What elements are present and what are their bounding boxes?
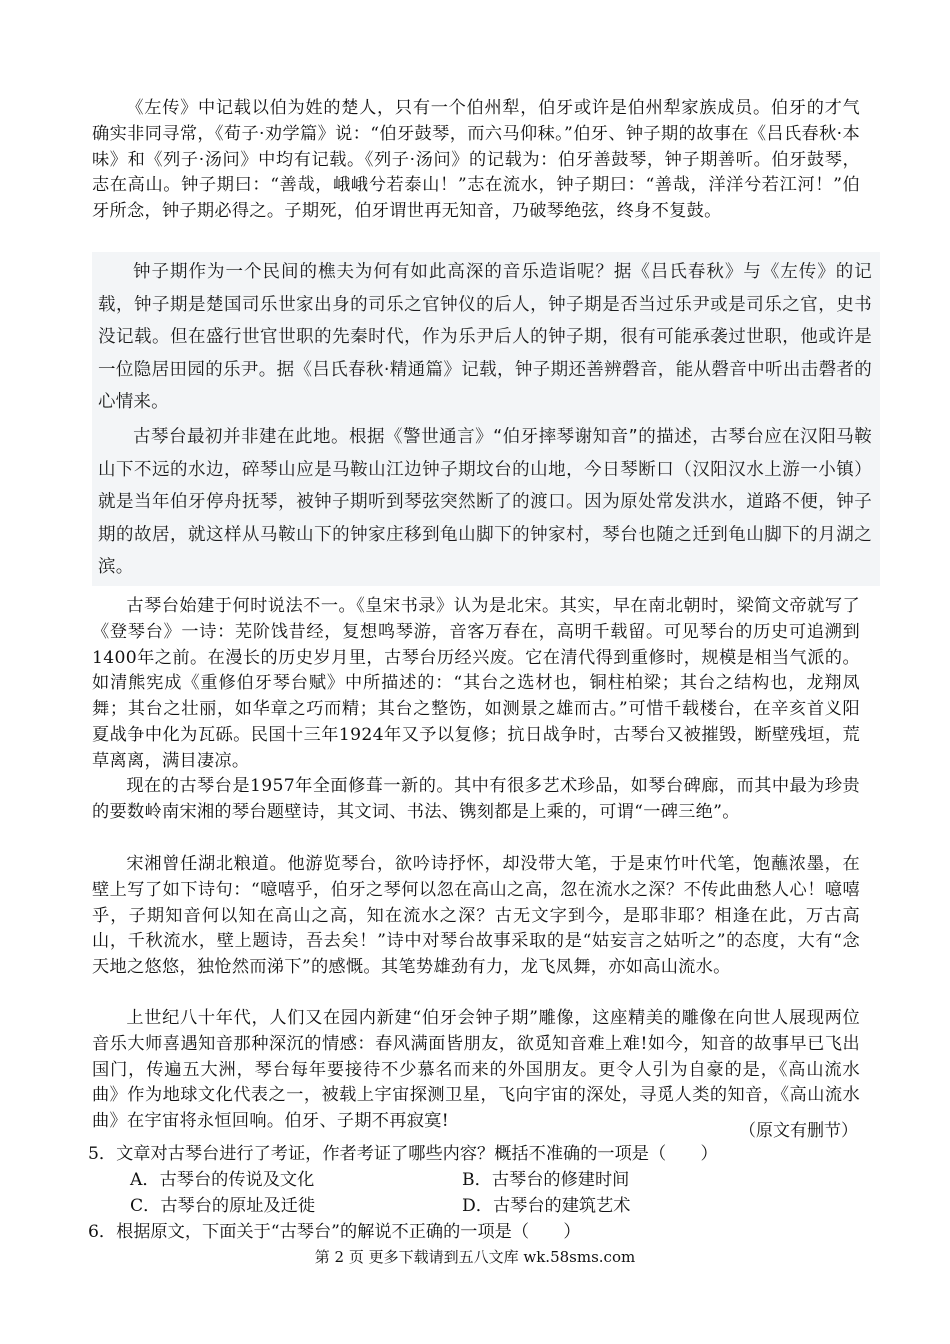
paragraph-history: 古琴台始建于何时说法不一。《皇宋书录》认为是北宋。其实，早在南北朝时，梁简文帝就写了《登琴台》一诗：芜阶饯昔经，复想鸣琴游，音客万春在，高明千载留。可见琴台的历史可追溯到1400年之前。在漫长的历史岁月里，古琴台历经兴废。它在清代得到重修时，规模是相当气派的。如清熊宪成《重修伯牙琴台赋》中所描述的：“其台之选材也，铜柱柏梁；其台之结构也，龙翔凤舞；其台之壮丽，如华章之巧而精；其台之整饬，如测景之雄而古。”可惜千载楼台，在辛亥首义阳夏战争中化为瓦砾。民国十三年1924年又予以复修；抗日战争时，古琴台又被摧毁，断壁残垣，荒草离离，满目凄凉。 (92, 596, 860, 771)
source-note: （原文有删节） (739, 1121, 858, 1141)
paragraph-original-site: 古琴台最初并非建在此地。根据《警世通言》“伯牙摔琴谢知音”的描述，古琴台应在汉阳马鞍山下不远的水边，碎琴山应是马鞍山江边钟子期坟台的山地，今日琴断口（汉阳汉水上游一小镇）就是当年伯牙停舟抚琴，被钟子期听到琴弦突然断了的渡口。因为原处常发洪水，道路不便，钟子期的故居，就这样从马鞍山下的钟家庄移到龟山脚下的钟家村，琴台也随之迁到龟山脚下的月湖之滨。 (98, 427, 872, 578)
paragraph-zuozhuan: 《左传》中记载以伯为姓的楚人，只有一个伯州犁，伯牙或许是伯州犁家族成员。伯牙的才气确实非同寻常，《荀子·劝学篇》说：“伯牙鼓琴，而六马仰秣。”伯牙、钟子期的故事在《吕氏春秋·本味》和《列子·汤问》中均有记载。《列子·汤问》的记载为：伯牙善鼓琴，钟子期善听。伯牙鼓琴，志在高山。钟子期曰：“善哉，峨峨兮若泰山！”志在流水，钟子期曰：“善哉，洋洋兮若江河！”伯牙所念，钟子期必得之。子期死，伯牙谓世再无知音，乃破琴绝弦，终身不复鼓。 (92, 98, 860, 222)
page-footer: 第 2 页 更多下载请到五八文库 wk.58sms.com (314, 1248, 636, 1266)
question-5-option-c: C．古琴台的原址及迁徙 (130, 1196, 316, 1216)
question-5-option-a: A．古琴台的传说及文化 (130, 1170, 315, 1190)
question-5-stem: 5．文章对古琴台进行了考证，作者考证了哪些内容？概括不准确的一项是（ ） (88, 1144, 718, 1164)
paragraph-1980s-statue: 上世纪八十年代，人们又在园内新建“伯牙会钟子期”雕像，这座精美的雕像在向世人展现两位音乐大师喜遇知音那种深沉的情感：春风满面皆朋友，欲觅知音难上难!如今，知音的故事早已飞出国门，传遍五大洲，琴台每年要接待不少慕名而来的外国朋友。更令人引为自豪的是，《高山流水曲》作为地球文化代表之一，被载上宇宙探测卫星，飞向宇宙的深处，寻觅人类的知音，《高山流水曲》在宇宙将永恒回响。伯牙、子期不再寂寞! (92, 1008, 860, 1132)
question-6-stem: 6．根据原文，下面关于“古琴台”的解说不正确的一项是（ ） (88, 1222, 581, 1242)
question-5-option-d: D．古琴台的建筑艺术 (462, 1196, 631, 1216)
paragraph-zhongziqi: 钟子期作为一个民间的樵夫为何有如此高深的音乐造诣呢？据《吕氏春秋》与《左传》的记载，钟子期是楚国司乐世家出身的司乐之官钟仪的后人，钟子期是否当过乐尹或是司乐之官，史书没记载。但在盛行世官世职的先秦时代，作为乐尹后人的钟子期，很有可能承袭过世职，他或许是一位隐居田园的乐尹。据《吕氏春秋·精通篇》记载，钟子期还善辨磬音，能从磬音中听出击磬者的心情来。 (98, 262, 872, 413)
paragraph-songxiang-poem: 宋湘曾任湖北粮道。他游览琴台，欲吟诗抒怀，却没带大笔，于是束竹叶代笔，饱蘸浓墨，在壁上写了如下诗句：“噫嘻乎，伯牙之琴何以忽在高山之高，忽在流水之深？不传此曲愁人心！噫嘻乎，子期知音何以知在高山之高，知在流水之深？古无文字到今，是耶非耶？相逢在此，万古高山，千秋流水，壁上题诗，吾去矣！”诗中对琴台故事采取的是“姑妄言之姑听之”的态度，大有“念天地之悠悠，独怆然而涕下”的感慨。其笔势雄劲有力，龙飞凤舞，亦如高山流水。 (92, 854, 860, 978)
question-5-option-b: B．古琴台的修建时间 (462, 1170, 630, 1190)
paragraph-1957-renovation: 现在的古琴台是1957年全面修葺一新的。其中有很多艺术珍品，如琴台碑廊，而其中最为珍贵的要数岭南宋湘的琴台题壁诗，其文词、书法、镌刻都是上乘的，可谓“一碑三绝”。 (92, 776, 860, 822)
